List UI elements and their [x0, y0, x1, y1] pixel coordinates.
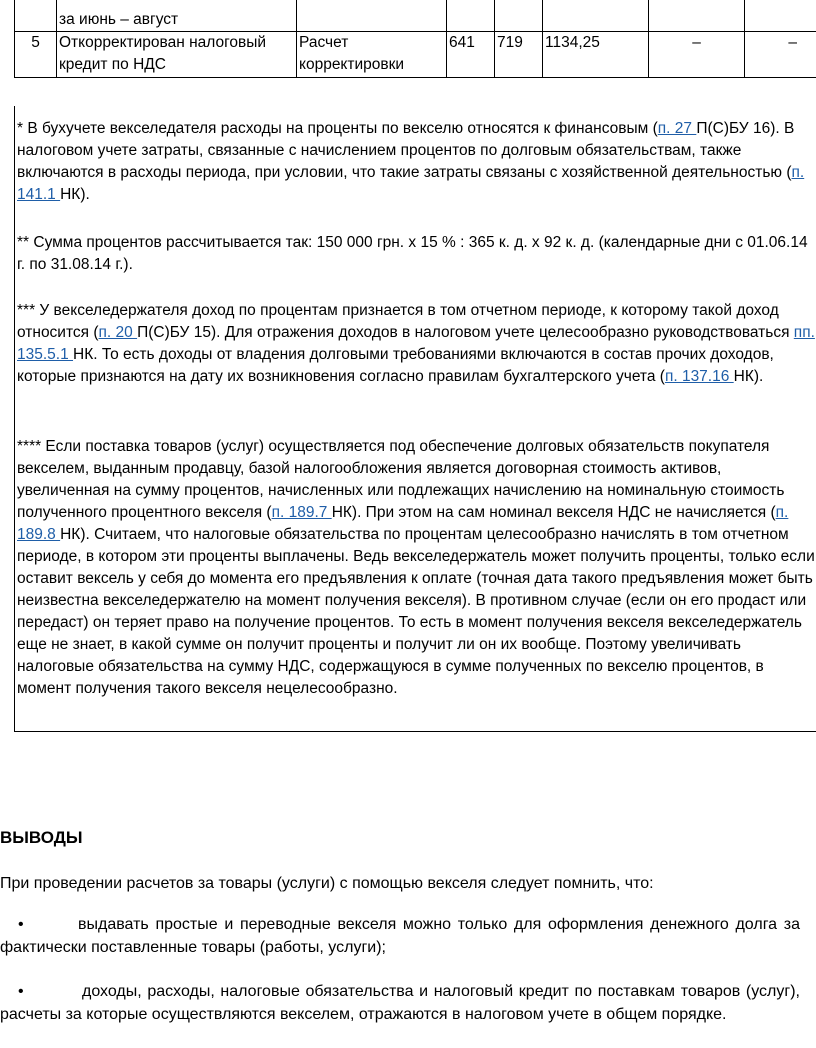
- link-p20[interactable]: п. 20: [98, 324, 138, 341]
- footnote-2: ** Сумма процентов рассчитывается так: 150 000 грн. х 15 % : 365 к. д. х 92 к. д. (календарные дни с 01.06.14 г. по 31.08.14 г.).: [17, 234, 808, 273]
- cell-dash: –: [745, 32, 816, 78]
- link-p189-7[interactable]: п. 189.7: [271, 504, 332, 521]
- footnote-3: *** У векселедержателя доход по процентам признается в том отчетном периоде, к которому такой доход относится (п. 20 П(С)БУ 15). Для отражения доходов в налоговом учете целесообразно руководствоваться пп. 135.5.1 НК. То есть доходы от владения долговыми требованиями включаются в состав прочих доходов, которые признаются на дату их возникновения согласно правилам бухгалтерского учета (п. 137.16 НК).: [17, 302, 815, 385]
- link-pp135-5-1[interactable]: пп. 135.5.1: [17, 324, 815, 363]
- bullet-icon: •: [18, 916, 24, 933]
- footnotes-block: [14, 106, 816, 732]
- footnote-4: **** Если поставка товаров (услуг) осуществляется под обеспечение долговых обязательств покупателя векселем, выданным продавцу, базой налогообложения является договорная стоимость активов, увеличенная на сумму процентов, начисленных или подлежащих начислению на номинальную стоимость полученного процентного векселя (п. 189.7 НК). При этом на сам номинал векселя НДС не начисляется (п. 189.8 НК). Считаем, что налоговые обязательства по процентам целесообразно начислять в том отчетном периоде, в котором эти проценты выплачены. Ведь векселедержатель может получить проценты, только если оставит вексель у себя до момента его предъявления к оплате (точная дата такого предъявления может быть неизвестна векселедержателю на момент получения векселя). В противном случае (если он его продаст или передаст) он теряет право на получение процентов. То есть в момент получения векселя векселедержатель еще не знает, в какой сумме он получит проценты и получит ли он их вообще. Поэтому увеличивать налоговые обязательства на сумму НДС, содержащуюся в сумме полученных по векселю процентов, в момент получения такого векселя нецелесообразно.: [17, 438, 815, 697]
- link-p141-1[interactable]: п. 141.1: [17, 164, 805, 203]
- row-description: Откорректирован налоговый кредит по НДС: [57, 32, 297, 78]
- row-document: Расчет корректировки: [297, 32, 447, 78]
- bullet-icon: •: [18, 983, 24, 1000]
- table-row: [15, 32, 816, 78]
- cell-dash: –: [649, 32, 745, 78]
- table-row: [15, 0, 816, 32]
- amount: 1134,25: [543, 32, 649, 78]
- row-number: 5: [15, 32, 57, 78]
- list-item: • выдавать простые и переводные векселя можно только для оформления денежного долга за фактически поставленные товары (работы, услуги);: [0, 913, 800, 959]
- link-p137-16[interactable]: п. 137.16: [664, 368, 734, 385]
- debit-account: 641: [447, 32, 495, 78]
- row-description: за июнь – август: [57, 0, 297, 32]
- credit-account: 719: [495, 32, 543, 78]
- link-p27[interactable]: п. 27: [657, 120, 697, 137]
- list-item: • доходы, расходы, налоговые обязательства и налоговый кредит по поставкам товаров (услуг), расчеты за которые осуществляются векселем, отражаются в налоговом учете в общем порядке.: [0, 980, 800, 1026]
- conclusions-intro: При проведении расчетов за товары (услуги) с помощью векселя следует помнить, что:: [0, 875, 654, 892]
- footnote-1: * В бухучете векселедателя расходы на проценты по векселю относятся к финансовым (п. 27 П(С)БУ 16). В налоговом учете затраты, связанные с начислением процентов по долговым обязательствам, также включаются в расходы периода, при условии, что такие затраты связаны с хозяйственной деятельностью (п. 141.1 НК).: [17, 120, 805, 203]
- accounting-table: [14, 0, 816, 78]
- link-p189-8[interactable]: п. 189.8: [17, 504, 789, 543]
- conclusions-heading: ВЫВОДЫ: [0, 828, 83, 847]
